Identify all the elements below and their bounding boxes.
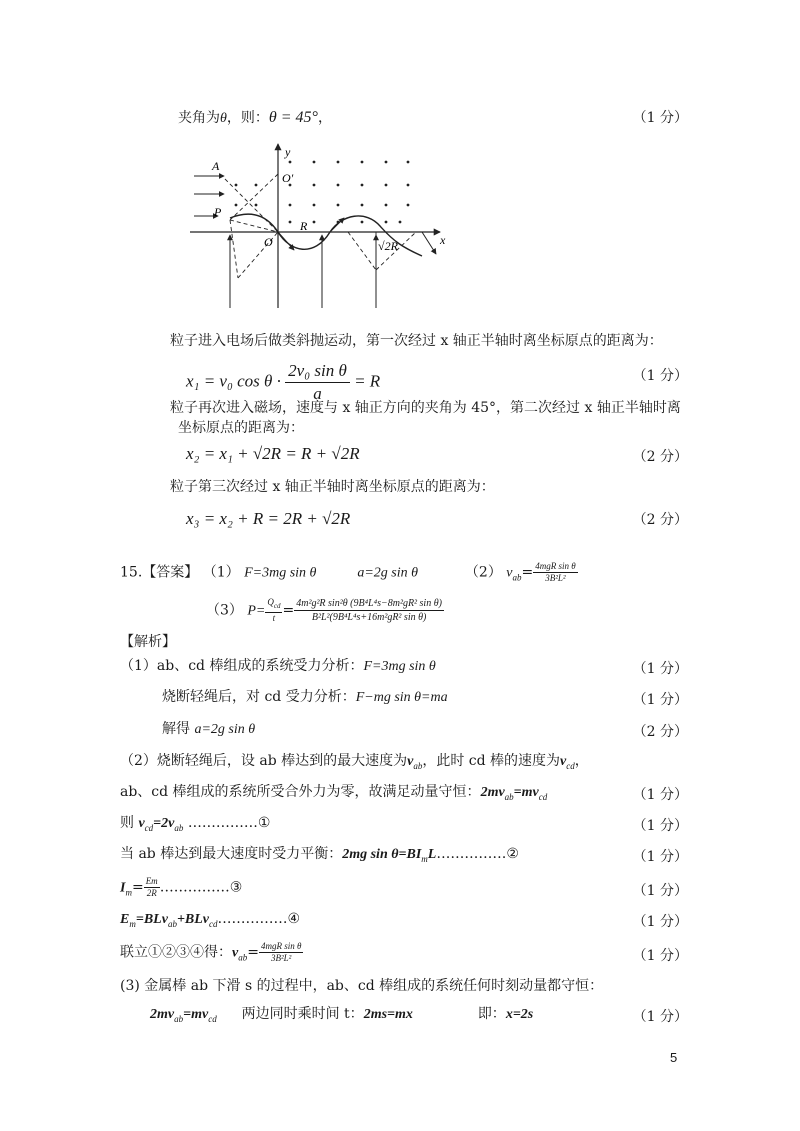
analysis-l5-mid: =mv (513, 785, 539, 800)
para2-line2: 坐标原点的距离为： (178, 420, 304, 436)
label-A: A (212, 159, 220, 173)
analysis-l6-dots: ……………① (183, 815, 271, 831)
q15-ans3-fraction (533, 561, 577, 584)
analysis-l8-sub: m (125, 887, 132, 898)
analysis-l7-dots: ……………② (436, 846, 519, 862)
analysis-l6-sub2: ab (174, 822, 184, 833)
analysis-l8-I: I (120, 880, 126, 896)
analysis-l2-text: 烧断轻绳后，对 cd 受力分析： (162, 689, 356, 705)
analysis-l9-sub: m (129, 918, 136, 929)
theta-symbol: θ (220, 111, 227, 126)
analysis-line8 (120, 876, 242, 902)
analysis-l12-eq3: x=2s (505, 1007, 534, 1022)
analysis-l4-b: ，此时 cd 棒的速度为 (422, 753, 561, 769)
top-score: （1 分） (632, 110, 688, 126)
top-text-b: ，则： (226, 110, 269, 126)
analysis-l4-a: （2）烧断轻绳后，设 ab 棒达到的最大速度为 (120, 753, 408, 769)
analysis-l10-num: 4mgR sin θ (260, 941, 302, 951)
para2-equation: x₂ = x₁ + √2R = R + √2R (186, 444, 360, 463)
analysis-l3-eq: a=2g sin θ (194, 722, 256, 737)
para1-eq-right: = R (354, 371, 381, 391)
para3-equation: x₃ = x₂ + R = 2R + √2R (186, 509, 351, 528)
analysis-l12-eq2: 2ms=mx (363, 1007, 413, 1022)
para1-eq-den: a (313, 384, 322, 403)
analysis-l4-v2: v (560, 754, 567, 769)
analysis-l10-score: （1 分） (632, 948, 688, 964)
label-O: O (264, 235, 273, 249)
analysis-line4 (120, 751, 589, 776)
para1-eq-left: x₁ = v₀ cos θ · (186, 371, 281, 391)
y-axis-label: y (285, 145, 291, 159)
analysis-line10 (120, 941, 303, 967)
analysis-l12-text2: 即： (477, 1006, 506, 1022)
analysis-l8-score: （1 分） (632, 883, 688, 899)
q15-ans3-den: 3B²L² (545, 573, 566, 583)
q15-line1 (120, 561, 578, 587)
analysis-l1-eq: F=3mg sin θ (363, 659, 436, 674)
analysis-l4-c: ， (574, 753, 589, 769)
label-sqrt2R: √2R (378, 239, 398, 253)
analysis-line5 (120, 782, 547, 807)
analysis-l9-sub2: ab (167, 918, 177, 929)
analysis-l9-score: （1 分） (632, 914, 688, 930)
para3-text: 粒子第三次经过 x 轴正半轴时离坐标原点的距离为： (170, 479, 495, 495)
q15-ans3-v: v (506, 565, 513, 581)
analysis-line12 (150, 1004, 533, 1029)
analysis-head: 【解析】 (120, 634, 176, 650)
label-R: R (300, 219, 308, 233)
q15-ans4-left: P= (247, 603, 266, 619)
para1-text: 粒子进入电场后做类斜抛运动，第一次经过 x 轴正半轴时离坐标原点的距离为： (170, 333, 663, 349)
velocity-arrow-3 (422, 232, 436, 254)
analysis-l7-eq: 2mg sin θ=BI (342, 847, 422, 862)
q15-ans2: a=2g sin θ (357, 565, 418, 581)
q15-ans4-fden: t (272, 612, 276, 623)
analysis-line2 (162, 687, 448, 708)
analysis-l10-fraction (259, 941, 303, 964)
analysis-l4-v1-sub: ab (413, 760, 423, 771)
top-text-a: 夹角为 (178, 110, 220, 126)
top-equation: θ = 45° (268, 109, 318, 126)
para1-score: （1 分） (632, 368, 688, 384)
analysis-l12-mid: =mv (183, 1007, 209, 1022)
q15-head: 15.【答案】 (120, 564, 199, 581)
analysis-l9-E: E (120, 912, 130, 927)
q15-ans3-num: 4mgR sin θ (535, 561, 576, 571)
q15-line2 (206, 597, 444, 624)
analysis-l7-eq2: L (427, 847, 437, 862)
analysis-l12-text: 两边同时乘时间 t： (241, 1006, 364, 1022)
analysis-l9-eq: =BLv (135, 912, 168, 927)
analysis-l10-text: 联立①②③④得： (120, 944, 232, 961)
analysis-l7-sub: m (421, 853, 428, 864)
analysis-l9-eq2: +BLv (176, 912, 210, 927)
analysis-l4-v2-sub: cd (566, 760, 575, 771)
analysis-l5-sub2: cd (538, 791, 548, 802)
analysis-l3-text: 解得 (162, 721, 195, 737)
analysis-l1-score: （1 分） (632, 661, 688, 677)
para3-score: （2 分） (632, 512, 688, 528)
analysis-l2-eq: F−mg sin θ=ma (355, 690, 448, 705)
analysis-l6-score: （1 分） (632, 818, 688, 834)
q15-ans4-small-fraction (265, 597, 282, 624)
analysis-line9 (120, 909, 300, 934)
top-tail: ， (317, 110, 332, 126)
analysis-l3-score: （2 分） (632, 724, 688, 740)
analysis-line3 (162, 719, 255, 740)
analysis-l9-dots: ……………④ (217, 911, 301, 927)
velocity-arrow-2 (330, 218, 344, 232)
q15-ans4-eq: = (282, 602, 295, 619)
analysis-l12-sub1: ab (174, 1013, 184, 1024)
analysis-l12-sub2: cd (208, 1013, 217, 1024)
q15-ans4-fraction (294, 597, 444, 624)
analysis-l10-v: v (232, 945, 239, 961)
analysis-l7-score: （1 分） (632, 849, 688, 865)
analysis-l6-sub1: cd (144, 822, 154, 833)
analysis-l5-eq: 2mv (480, 785, 505, 800)
page-number: 5 (670, 1050, 678, 1065)
analysis-line1 (120, 656, 436, 677)
dashed-construction (220, 174, 416, 278)
analysis-l2-score: （1 分） (632, 692, 688, 708)
analysis-l7-text: 当 ab 棒达到最大速度时受力平衡： (120, 846, 343, 862)
analysis-l8-num: Em (145, 876, 158, 886)
field-dots (235, 161, 410, 224)
analysis-line6 (120, 813, 270, 838)
analysis-l9-sub3: cd (209, 918, 218, 929)
analysis-l8-fraction (144, 876, 160, 899)
q15-ans4-fnum: Q (267, 597, 274, 608)
para2-score: （2 分） (632, 449, 688, 465)
q15-ans4-num: 4m²g²R sin²θ (9B⁴L⁴s−8m²gR² sin θ) (296, 598, 442, 609)
label-O-prime: O′ (282, 171, 294, 185)
q15-ans4-fnum-sub: cd (273, 601, 281, 610)
analysis-l6-mid: =2v (153, 816, 175, 831)
analysis-l8-den: 2R (146, 888, 157, 898)
para1-eq-num: 2v₀ sin θ (285, 360, 350, 383)
analysis-l12-eq: 2mv (150, 1007, 175, 1022)
analysis-l6-eq: v (138, 816, 145, 831)
analysis-l6-a: 则 (120, 815, 139, 831)
q15-ans1: F=3mg sin θ (244, 565, 317, 581)
trajectory-figure (190, 140, 460, 320)
q15-p3: （3） (206, 602, 243, 619)
top-line (178, 108, 332, 129)
analysis-l8-dots: ……………③ (159, 879, 243, 896)
analysis-l5-sub1: ab (504, 791, 514, 802)
analysis-l10-den: 3B²L² (270, 953, 292, 963)
analysis-l10-eq: = (247, 944, 259, 961)
q15-p1: （1） (202, 564, 240, 581)
analysis-l8-eq: = (131, 879, 144, 896)
analysis-l5-score: （1 分） (632, 787, 688, 803)
analysis-l10-sub: ab (238, 952, 248, 963)
q15-ans4-den: B²L²(9B⁴L⁴s+16m²gR² sin θ) (311, 612, 427, 623)
velocity-arrow-1 (278, 232, 294, 250)
x-axis-label: x (440, 233, 446, 247)
label-P: P (214, 205, 222, 219)
analysis-line11: (3) 金属棒 ab 下滑 s 的过程中，ab、cd 棒组成的系统任何时刻动量都守恒： (120, 978, 604, 994)
analysis-line7 (120, 844, 519, 869)
q15-ans3-sub: ab (512, 572, 522, 583)
analysis-l4-v1: v (407, 754, 414, 769)
q15-ans3-eq: = (521, 564, 534, 581)
analysis-l1-text: （1）ab、cd 棒组成的系统受力分析： (120, 658, 364, 674)
analysis-l5-text: ab、cd 棒组成的系统所受合外力为零，故满足动量守恒： (120, 784, 481, 800)
analysis-l12-score: （1 分） (632, 1009, 688, 1025)
q15-p2: （2） (464, 564, 502, 581)
para2-line1: 粒子再次进入磁场，速度与 x 轴正方向的夹角为 45°，第二次经过 x 轴正半轴时离 (170, 400, 681, 416)
